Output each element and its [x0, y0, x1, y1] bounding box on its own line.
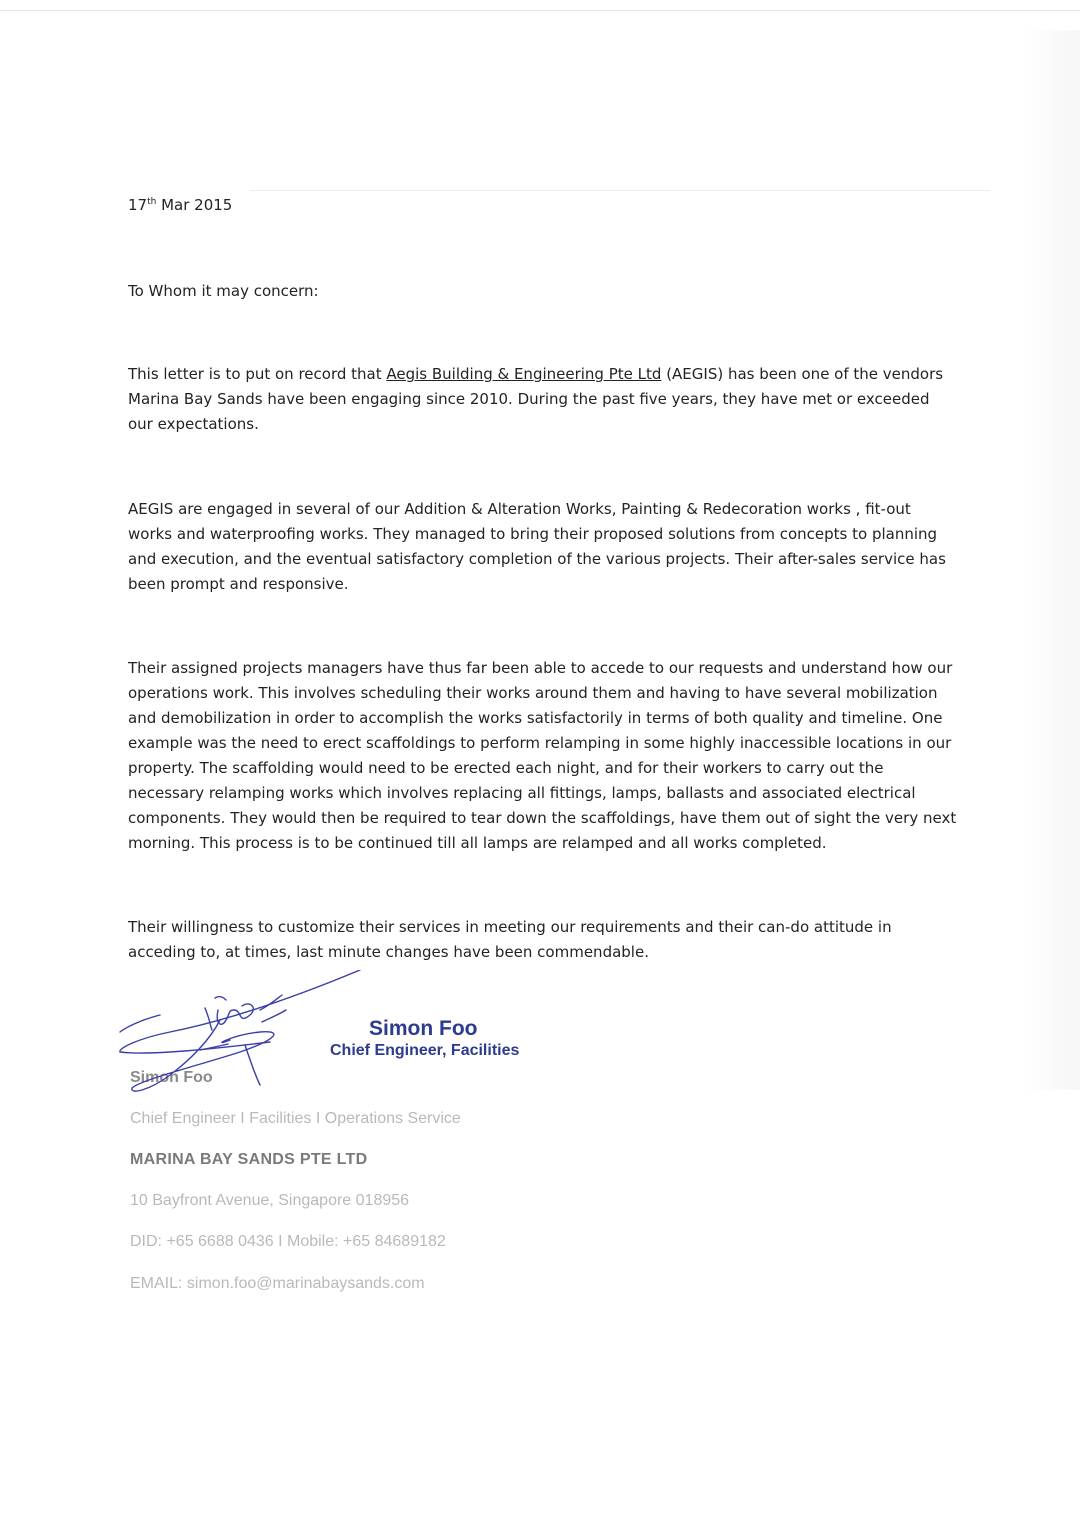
phone-numbers: DID: +65 6688 0436 I Mobile: +65 84689182: [130, 1233, 446, 1250]
date-month-year: Mar 2015: [161, 196, 233, 214]
faint-rule: [250, 190, 990, 191]
printed-signatory-name: Simon Foo: [130, 1069, 213, 1086]
company-name-underlined: Aegis Building & Engineering Pte Ltd: [386, 365, 662, 383]
paragraph-4: Their willingness to customize their services in meeting our requirements and their can-do attitude in acceding to, at times, last minute changes have been commendable.: [128, 918, 892, 961]
date-day: 17: [128, 196, 148, 214]
salutation: To Whom it may concern:: [128, 282, 319, 300]
stamp-name: Simon Foo: [369, 1017, 478, 1040]
signatory-role: Chief Engineer I Facilities I Operations Service: [130, 1110, 461, 1127]
paragraph-2: AEGIS are engaged in several of our Addition & Alteration Works, Painting & Redecoration works , fit-out works and waterproofing works. They managed to bring their proposed solutions from concepts to planning and execution, and the eventual satisfactory completion of the various projects. Their after-sales service has been prompt and responsive.: [128, 500, 946, 593]
letter-date: [128, 193, 232, 218]
scan-edge-shadow: [1020, 30, 1080, 1090]
date-suffix: th: [147, 197, 157, 207]
page-top-rule: [0, 10, 1080, 11]
company-address: 10 Bayfront Avenue, Singapore 018956: [130, 1192, 410, 1209]
paragraph-1: [128, 362, 958, 437]
handwritten-signature: [110, 970, 370, 1100]
p1-rest: (AEGIS) has been one of the vendors Marina Bay Sands have been engaging since 2010. During the past five years, they have met or exceeded our expectations.: [128, 365, 944, 433]
p1-intro: This letter is to put on record that: [128, 365, 387, 383]
paragraph-3: Their assigned projects managers have thus far been able to accede to our requests and understand how our operations work. This involves scheduling their works around them and having to have several mobilization and demobilization in order to accomplish the works satisfactorily in terms of both quality and timeline. One example was the need to erect scaffoldings to perform relamping in some highly inaccessible locations in our property. The scaffolding would need to be erected each night, and for their workers to carry out the necessary relamping works which involves replacing all fittings, lamps, ballasts and associated electrical components. They would then be required to tear down the scaffoldings, have them out of sight the very next morning. This process is to be continued till all lamps are relamped and all works completed.: [128, 659, 957, 852]
company-name: MARINA BAY SANDS PTE LTD: [130, 1151, 368, 1168]
email-address: EMAIL: simon.foo@marinabaysands.com: [130, 1275, 425, 1292]
stamp-title: Chief Engineer, Facilities: [330, 1042, 520, 1059]
